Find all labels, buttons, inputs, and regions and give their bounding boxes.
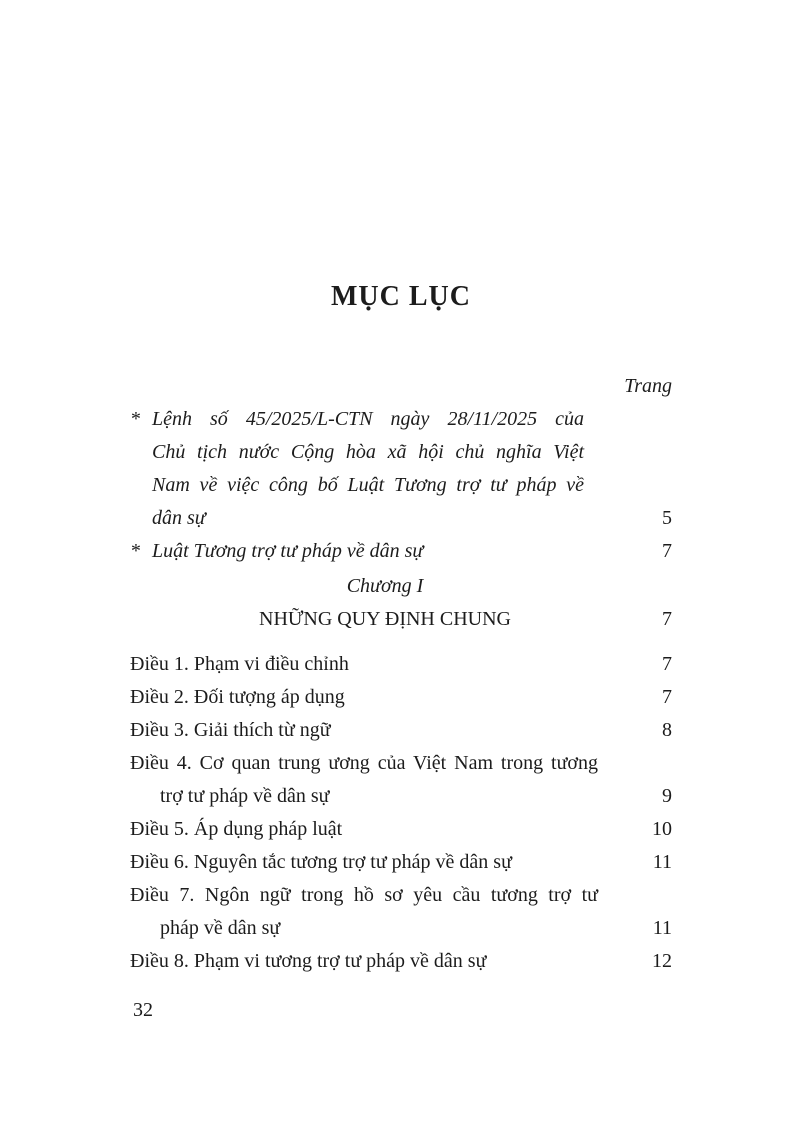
entry-text: [130, 846, 598, 879]
entry-page-number: 7: [662, 540, 672, 562]
entry-text: [152, 535, 584, 568]
entry-text: [130, 813, 598, 846]
entry-page-number: 7: [662, 653, 672, 675]
entry-page-number: 7: [662, 686, 672, 708]
toc-entry: [130, 648, 672, 681]
entry-line: Điều 2. Đối tượng áp dụng: [130, 686, 345, 708]
entry-page-number: 11: [652, 917, 672, 939]
entry-text: [130, 714, 598, 747]
entry-line: Nam về việc công bố Luật Tương trợ tư pháp về: [152, 474, 584, 496]
entry-page-number: 10: [652, 818, 672, 840]
entry-line: Điều 3. Giải thích từ ngữ: [130, 719, 331, 741]
entry-page-number: 7: [662, 608, 672, 630]
entry-line: Điều 4. Cơ quan trung ương của Việt Nam trong tương: [130, 752, 598, 774]
entry-line: dân sự: [152, 507, 206, 529]
toc-entry: [130, 813, 672, 846]
entry-text: [130, 681, 598, 714]
entry-line: Điều 1. Phạm vi điều chỉnh: [130, 653, 349, 675]
toc-entry: [130, 879, 672, 945]
entry-line: trợ tư pháp về dân sự: [160, 785, 330, 807]
toc-entry: [130, 535, 672, 568]
toc-entry: [130, 403, 672, 535]
entry-page-number: 12: [652, 950, 672, 972]
toc-list: [130, 403, 672, 978]
toc-entry: [130, 714, 672, 747]
toc-entry: [130, 846, 672, 879]
entry-page-number: 9: [662, 785, 672, 807]
entry-text: [130, 570, 640, 636]
entry-line: Điều 6. Nguyên tắc tương trợ tư pháp về dân sự: [130, 851, 512, 873]
entry-line: Điều 8. Phạm vi tương trợ tư pháp về dân sự: [130, 950, 487, 972]
entry-line: Lệnh số 45/2025/L-CTN ngày 28/11/2025 của: [152, 408, 584, 430]
toc-entry: [130, 747, 672, 813]
entry-page-number: 5: [662, 507, 672, 529]
toc-entry: [130, 945, 672, 978]
entry-line: Chủ tịch nước Cộng hòa xã hội chủ nghĩa Việt: [152, 441, 584, 463]
entry-page-number: 11: [652, 851, 672, 873]
toc-content: [130, 281, 672, 978]
entry-line: Điều 7. Ngôn ngữ trong hồ sơ yêu cầu tương trợ tư: [130, 884, 598, 906]
entry-text: [152, 403, 584, 535]
toc-entry: [130, 681, 672, 714]
entry-page-number: 8: [662, 719, 672, 741]
entry-line: Luật Tương trợ tư pháp về dân sự: [152, 540, 424, 562]
chapter-title: NHỮNG QUY ĐỊNH CHUNG: [259, 608, 511, 630]
entry-line: pháp về dân sự: [160, 917, 281, 939]
chapter-label: Chương I: [346, 575, 424, 597]
page-title: MỤC LỤC: [331, 281, 471, 312]
entry-text: [130, 879, 598, 945]
entry-text: [130, 945, 598, 978]
page-column-header: Trang: [624, 375, 672, 397]
entry-text: [130, 747, 598, 813]
toc-chapter-entry: [130, 570, 672, 636]
entry-marker: *: [130, 540, 140, 562]
entry-line: Điều 5. Áp dụng pháp luật: [130, 818, 343, 840]
footer-page-number: 32: [133, 999, 153, 1021]
entry-marker: *: [130, 408, 140, 430]
entry-text: [130, 648, 598, 681]
